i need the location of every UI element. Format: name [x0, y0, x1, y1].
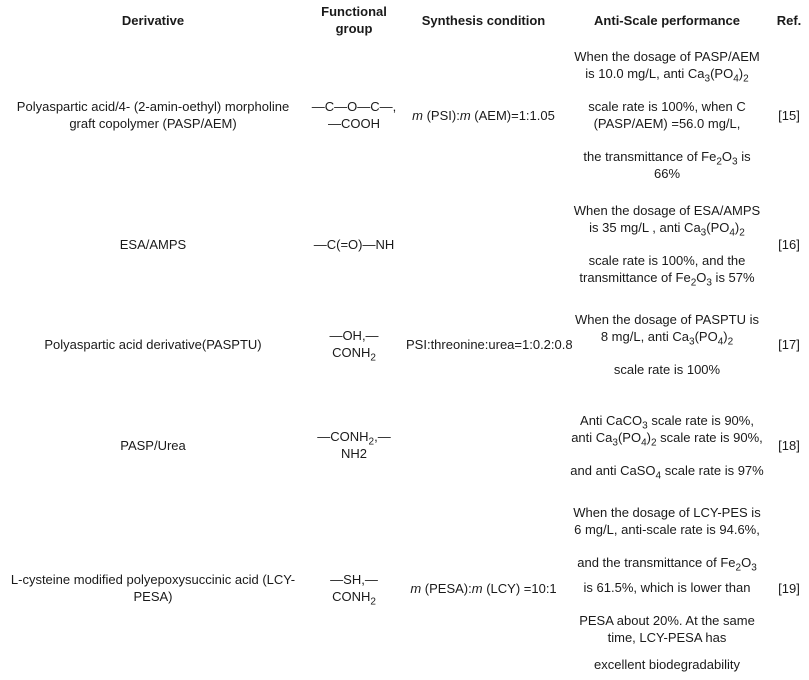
performance-text: (PO	[617, 429, 642, 445]
synthesis-part: (LCY) =10:1	[482, 580, 557, 596]
synthesis-condition-cell: PSI:threonine:urea=1:0.2:0.8	[406, 336, 573, 352]
functional-group-line	[332, 589, 376, 608]
performance-line: PESA about 20%. At the same	[579, 612, 755, 628]
performance-text: is 10.0 mg/L, anti Ca	[585, 66, 705, 81]
performance-line: scale rate is 100%	[613, 361, 721, 377]
functional-group-cell	[306, 500, 402, 676]
performance-cell	[565, 500, 769, 676]
performance-text: is	[737, 149, 751, 164]
functional-group-cell	[306, 40, 402, 190]
mass-symbol: m	[412, 107, 423, 123]
synthesis-condition-cell	[402, 390, 565, 500]
synthesis-part: (AEM)=1:1.05	[470, 107, 555, 123]
performance-line: 6 mg/L, anti-scale rate is 94.6%,	[574, 521, 760, 537]
header-functional-group	[306, 0, 402, 40]
performance-text: (PO	[710, 66, 734, 81]
performance-line	[569, 269, 765, 289]
subscript: 4	[717, 336, 724, 348]
performance-text: )	[646, 429, 651, 445]
subscript: 4	[655, 470, 662, 482]
performance-text: (PO	[706, 220, 730, 235]
subscript: 3	[706, 277, 712, 289]
performance-text: )	[734, 220, 740, 235]
derivative-cell: PASP/Urea	[120, 437, 186, 453]
subscript: 3	[751, 562, 757, 574]
performance-line	[569, 219, 765, 239]
performance-line: is 61.5%, which is lower than	[583, 579, 751, 595]
header-functional-group-line2: group	[335, 21, 373, 36]
performance-text: is 35 mg/L , anti Ca	[589, 220, 701, 235]
derivative-cell: Polyaspartic acid/4- (2-amin-oethyl) morpholine graft copolymer (PASP/AEM)	[16, 99, 290, 131]
ref-cell: [19]	[778, 580, 800, 596]
performance-line: When the dosage of PASPTU is	[574, 311, 760, 327]
table-row	[0, 298, 809, 390]
performance-line: When the dosage of LCY-PES is	[573, 504, 761, 520]
performance-text: scale rate is 90%,	[647, 412, 754, 428]
ref-cell: [17]	[778, 336, 800, 352]
subscript: 2	[735, 562, 742, 574]
performance-text: scale rate is 90%,	[656, 429, 763, 445]
functional-group-cell	[306, 298, 402, 390]
subscript: 2	[370, 596, 376, 608]
performance-text: )	[723, 328, 728, 344]
header-functional-group-line1: Functional	[321, 4, 387, 19]
synthesis-condition-cell	[402, 40, 565, 190]
subscript: 2	[739, 227, 745, 239]
performance-line: time, LCY-PESA has	[607, 629, 727, 645]
performance-line: (PASP/AEM) =56.0 mg/L,	[593, 116, 741, 131]
header-row	[0, 0, 809, 40]
mass-symbol: m	[459, 107, 471, 123]
table-row	[0, 390, 809, 500]
performance-text: scale rate is 97%	[661, 462, 764, 478]
performance-line	[569, 148, 765, 168]
performance-cell	[565, 190, 769, 298]
subscript: 2	[690, 277, 697, 289]
subscript: 3	[689, 336, 695, 348]
functional-group-line: —C—O—C—,	[311, 99, 397, 114]
subscript: 4	[729, 227, 735, 239]
mass-symbol: m	[471, 580, 483, 596]
functional-group-text: —CONH	[317, 429, 369, 444]
subscript: 2	[368, 436, 375, 448]
performance-line: When the dosage of ESA/AMPS	[573, 203, 761, 218]
synthesis-part: (PSI):	[422, 107, 460, 123]
header-derivative: Derivative	[121, 12, 185, 28]
subscript: 3	[642, 420, 648, 432]
header-anti-scale-performance: Anti-Scale performance	[594, 12, 740, 28]
performance-text: the transmittance of Fe	[583, 149, 717, 164]
performance-cell	[565, 40, 769, 190]
table-row	[0, 40, 809, 190]
subscript: 4	[641, 437, 647, 449]
performance-line: scale rate is 100%, and the	[588, 253, 746, 268]
performance-line	[569, 65, 765, 85]
functional-group-text: ,—	[374, 429, 391, 444]
subscript: 2	[727, 336, 734, 348]
functional-group-text: CONH	[332, 345, 371, 360]
synthesis-part: (PESA):	[421, 580, 472, 596]
table-row	[0, 500, 809, 676]
performance-text: and anti CaSO	[570, 462, 656, 478]
subscript: 3	[700, 227, 707, 239]
performance-text: )	[738, 66, 744, 81]
derivative-cell: L-cysteine modified polyepoxysuccinic acid (LCY-PESA)	[10, 572, 296, 604]
functional-group-line: —SH,—	[330, 572, 378, 587]
synthesis-condition-cell	[402, 190, 565, 298]
functional-group-line: —OH,—	[329, 328, 379, 343]
subscript: 4	[733, 73, 739, 85]
performance-text: and the transmittance of Fe	[577, 554, 736, 570]
subscript: 2	[370, 352, 376, 364]
performance-text: (PO	[694, 328, 718, 344]
ref-cell: [18]	[778, 437, 800, 453]
performance-line	[569, 554, 765, 574]
synthesis-condition-cell	[402, 500, 565, 676]
subscript: 3	[732, 156, 738, 168]
derivative-cell: Polyaspartic acid derivative(PASPTU)	[44, 336, 262, 352]
functional-group-line	[332, 345, 376, 364]
ref-cell: [16]	[778, 236, 800, 252]
performance-text: O	[741, 554, 752, 570]
performance-line	[569, 462, 765, 482]
derivative-cell: ESA/AMPS	[119, 236, 187, 252]
performance-line: excellent biodegradability	[594, 656, 740, 672]
subscript: 2	[716, 156, 722, 168]
performance-text: Anti CaCO	[580, 412, 643, 428]
performance-line	[569, 328, 765, 348]
performance-text: O	[696, 270, 707, 285]
functional-group-cell: —C(=O)—NH	[313, 236, 395, 252]
subscript: 3	[704, 73, 711, 85]
performance-text: 8 mg/L, anti Ca	[600, 328, 689, 344]
performance-text: transmittance of Fe	[579, 270, 691, 285]
functional-group-line	[317, 429, 391, 448]
header-synthesis-condition: Synthesis condition	[421, 12, 546, 28]
performance-line	[569, 412, 765, 432]
performance-line: When the dosage of PASP/AEM	[574, 49, 760, 64]
performance-text: is 57%	[711, 270, 755, 285]
functional-group-line: —COOH	[328, 116, 380, 131]
performance-text: anti Ca	[571, 429, 613, 445]
performance-line: 66%	[653, 166, 681, 181]
performance-cell	[565, 298, 769, 390]
functional-group-text: CONH	[332, 589, 371, 604]
functional-group-line: NH2	[340, 446, 367, 461]
performance-cell	[565, 390, 769, 500]
performance-line	[569, 429, 765, 449]
subscript: 2	[651, 437, 657, 449]
ref-cell: [15]	[778, 107, 800, 123]
functional-group-cell	[306, 390, 402, 500]
performance-text: O	[721, 149, 733, 164]
subscript: 3	[612, 437, 618, 449]
mass-symbol: m	[410, 580, 422, 596]
subscript: 2	[743, 73, 749, 85]
table-row	[0, 190, 809, 298]
performance-line: scale rate is 100%, when C	[588, 99, 746, 114]
header-ref: Ref.	[776, 12, 802, 28]
